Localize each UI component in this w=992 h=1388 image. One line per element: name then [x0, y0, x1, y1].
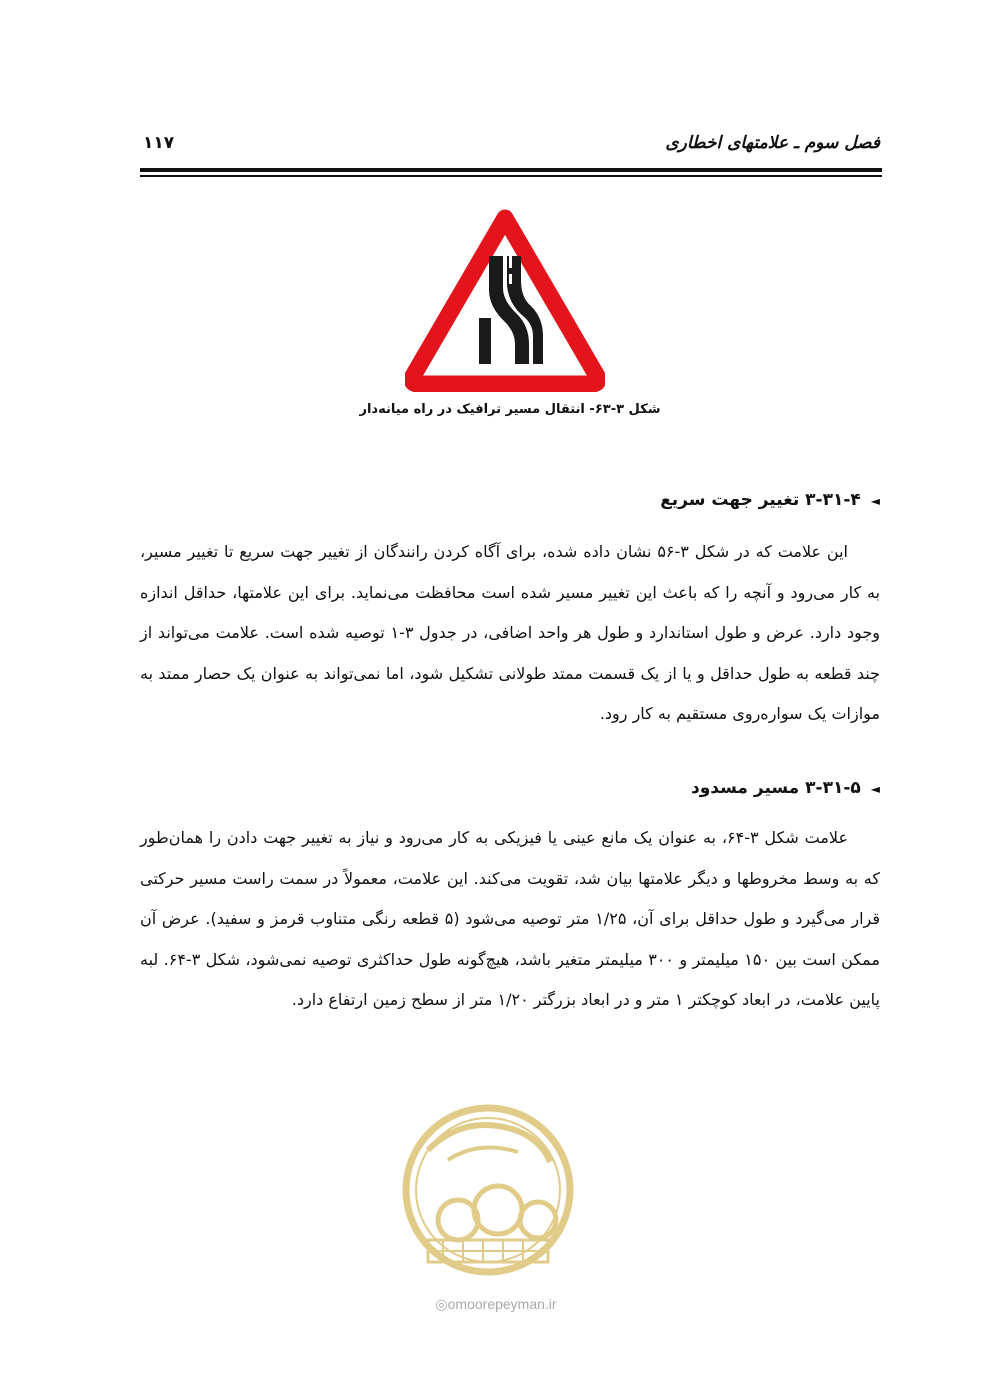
instagram-icon: ◎	[435, 1296, 448, 1312]
section-heading-text: ۳-۳۱-۴ تغییر جهت سریع	[660, 490, 861, 510]
chapter-title: فصل سوم ـ علامتهای اخطاری	[665, 133, 880, 153]
section-heading-text: ۳-۳۱-۵ مسیر مسدود	[691, 778, 861, 798]
paragraph-text: علامت شکل ۳-۶۴، به عنوان یک مانع عینی یا فیزیکی به کار می‌رود و نیاز به تغییر جهت دادن را همان‌طور که به وسط مخروطها و دیگر علامتها بیان شد، تقویت می‌کند. این علامت، معمولاً در سمت راست مسیر حرکتی قرار می‌گیرد و طول حداقل برای آن، ۱/۲۵ متر توصیه می‌شود (۵ قطعه رنگی متناوب قرمز و سفید). عرض آن ممکن است بین ۱۵۰ میلیمتر و ۳۰۰ میلیمتر متغیر باشد، هیچ‌گونه طول حداکثری توصیه نمی‌شود، شکل ۳-۶۴. لبه پایین علامت، در ابعاد کوچکتر ۱ متر و در ابعاد بزرگتر ۱/۲۰ متر از سطح زمین ارتفاع دارد.	[140, 828, 880, 1009]
watermark-seal-icon	[388, 1100, 588, 1280]
bullet-arrow-icon: ◄	[870, 494, 880, 508]
watermark-url	[0, 1296, 992, 1313]
bullet-arrow-icon: ◄	[870, 782, 880, 796]
section-paragraph	[140, 532, 880, 735]
section-heading-rapid-direction-change	[660, 490, 880, 510]
paragraph-text: این علامت که در شکل ۳-۵۶ نشان داده شده، برای آگاه کردن رانندگان از تغییر جهت سریع تا تغییر مسیر، به کار می‌رود و آنچه را که باعث این تغییر مسیر شده است محافظت می‌نماید. برای این علامتها، حداقل اندازه وجود دارد. عرض و طول استاندارد و طول هر واحد اضافی، در جدول ۳-۱ توصیه شده است. علامت می‌تواند از چند قطعه به طول حداقل و یا از یک قسمت ممتد طولانی تشکیل شود، اما نمی‌تواند به عنوان یک حصار ممتد به موازات یک سواره‌روی مستقیم به کار رود.	[140, 542, 880, 723]
header-rule-thin	[140, 175, 882, 177]
section-heading-blocked-path	[691, 778, 880, 798]
page-number: ۱۱۷	[143, 133, 175, 153]
watermark-url-text: omoorepeyman.ir	[447, 1296, 557, 1312]
header-rule-thick	[140, 168, 882, 172]
section-paragraph	[140, 818, 880, 1021]
figure-caption: شکل ۳-۶۳- انتقال مسیر ترافیک در راه میانه‌دار	[359, 402, 661, 417]
traffic-sign-lane-shift-icon	[405, 206, 605, 392]
